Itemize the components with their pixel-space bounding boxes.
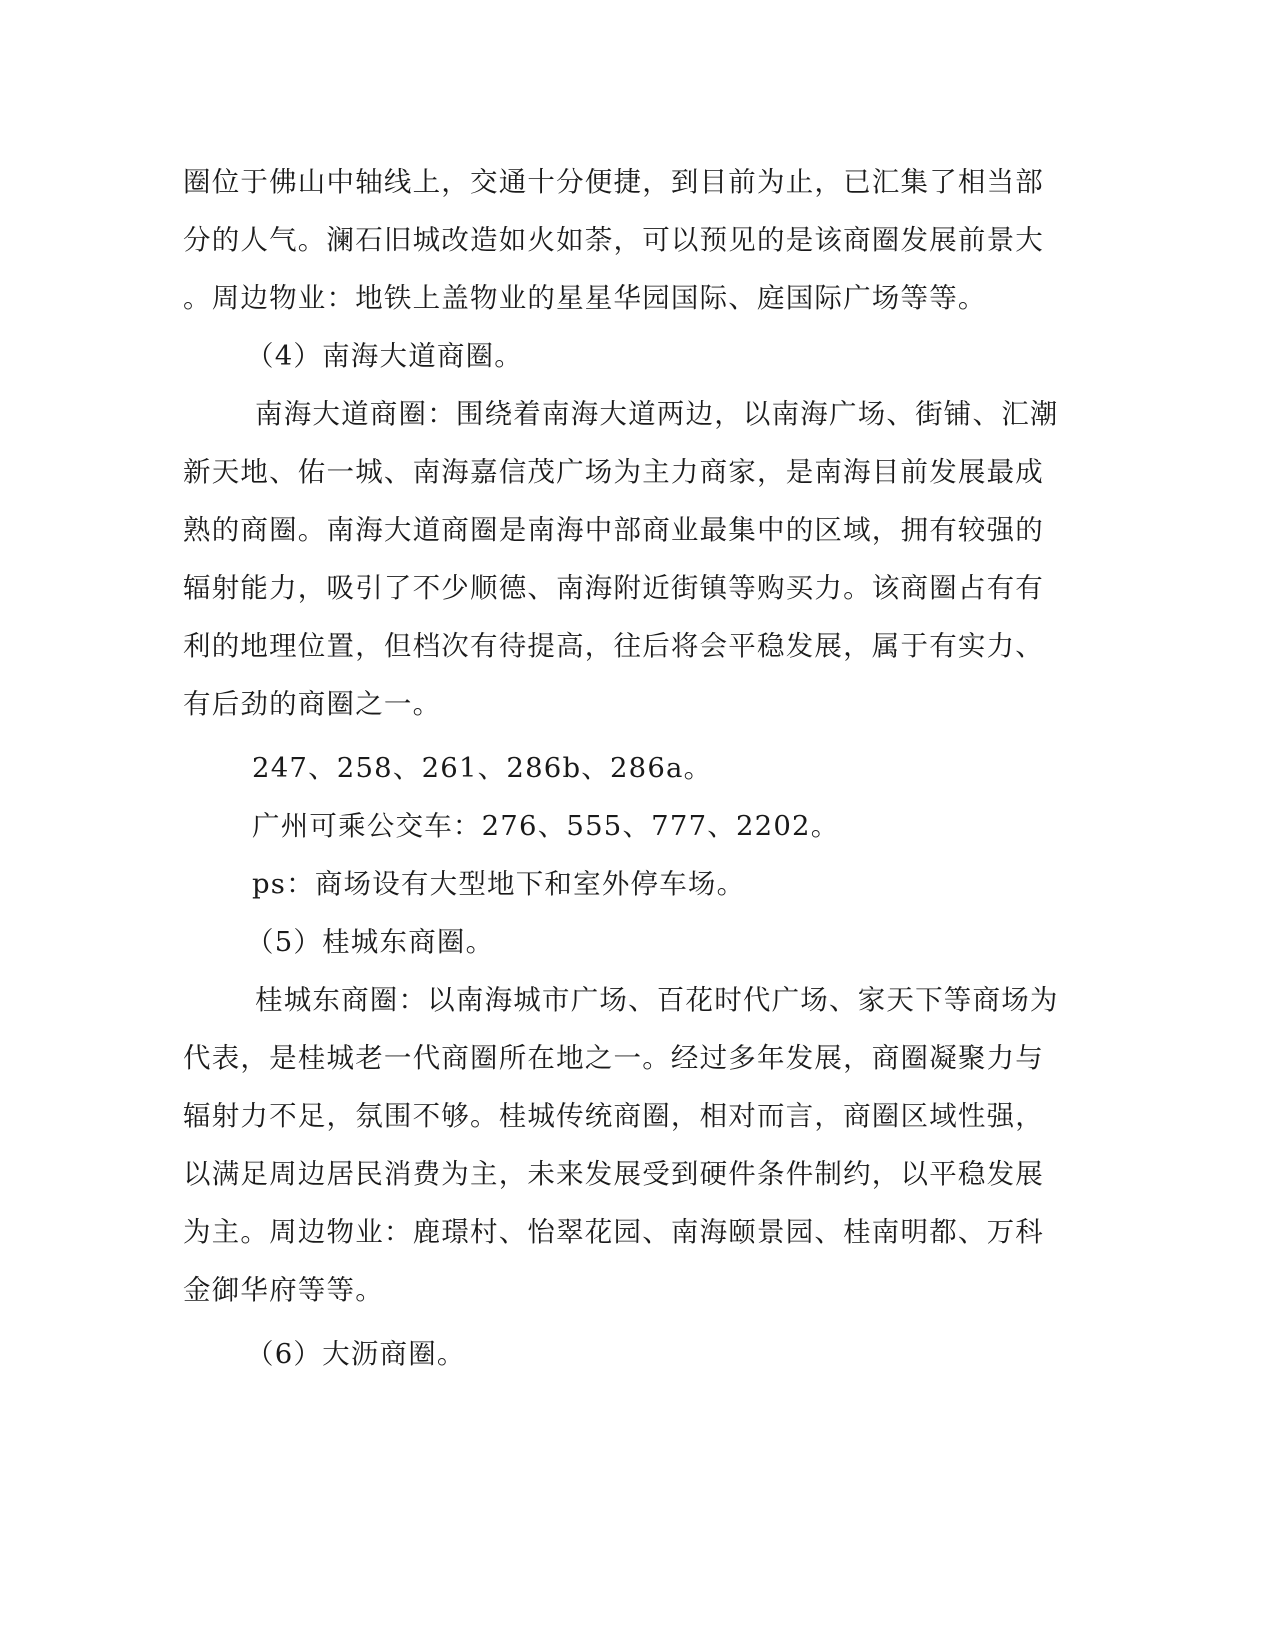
text-line: 247、258、261、286b、286a。 — [252, 752, 713, 784]
text-line: 以满足周边居民消费为主，未来发展受到硬件条件制约，以平稳发展 — [183, 1158, 1044, 1190]
section-heading: （4）南海大道商圈。 — [246, 340, 523, 372]
text-line: 熟的商圈。南海大道商圈是南海中部商业最集中的区域，拥有较强的 — [183, 514, 1044, 546]
text-line: 为主。周边物业：鹿璟村、怡翠花园、南海颐景园、桂南明都、万科 — [183, 1216, 1044, 1248]
text-line: 金御华府等等。 — [183, 1274, 384, 1306]
text-line: 桂城东商圈：以南海城市广场、百花时代广场、家天下等商场为 — [255, 984, 1059, 1016]
text-line: 有后劲的商圈之一。 — [183, 688, 442, 720]
text-line: 圈位于佛山中轴线上，交通十分便捷，到目前为止，已汇集了相当部 — [183, 166, 1044, 198]
section-heading: （6）大沥商圈。 — [246, 1338, 466, 1370]
text-line: 。周边物业：地铁上盖物业的星星华园国际、庭国际广场等等。 — [183, 282, 987, 314]
text-line: 利的地理位置，但档次有待提高，往后将会平稳发展，属于有实力、 — [183, 630, 1044, 662]
text-line: 分的人气。澜石旧城改造如火如荼，可以预见的是该商圈发展前景大 — [183, 224, 1044, 256]
text-line: 辐射力不足，氛围不够。桂城传统商圈，相对而言，商圈区域性强， — [183, 1100, 1044, 1132]
text-line: ps：商场设有大型地下和室外停车场。 — [252, 868, 746, 900]
section-heading: （5）桂城东商圈。 — [246, 926, 495, 958]
text-line: 辐射能力，吸引了不少顺德、南海附近街镇等购买力。该商圈占有有 — [183, 572, 1044, 604]
text-line: 代表，是桂城老一代商圈所在地之一。经过多年发展，商圈凝聚力与 — [183, 1042, 1044, 1074]
text-line: 广州可乘公交车：276、555、777、2202。 — [252, 810, 840, 842]
text-line: 南海大道商圈：围绕着南海大道两边，以南海广场、街铺、汇潮 — [255, 398, 1059, 430]
text-line: 新天地、佑一城、南海嘉信茂广场为主力商家，是南海目前发展最成 — [183, 456, 1044, 488]
